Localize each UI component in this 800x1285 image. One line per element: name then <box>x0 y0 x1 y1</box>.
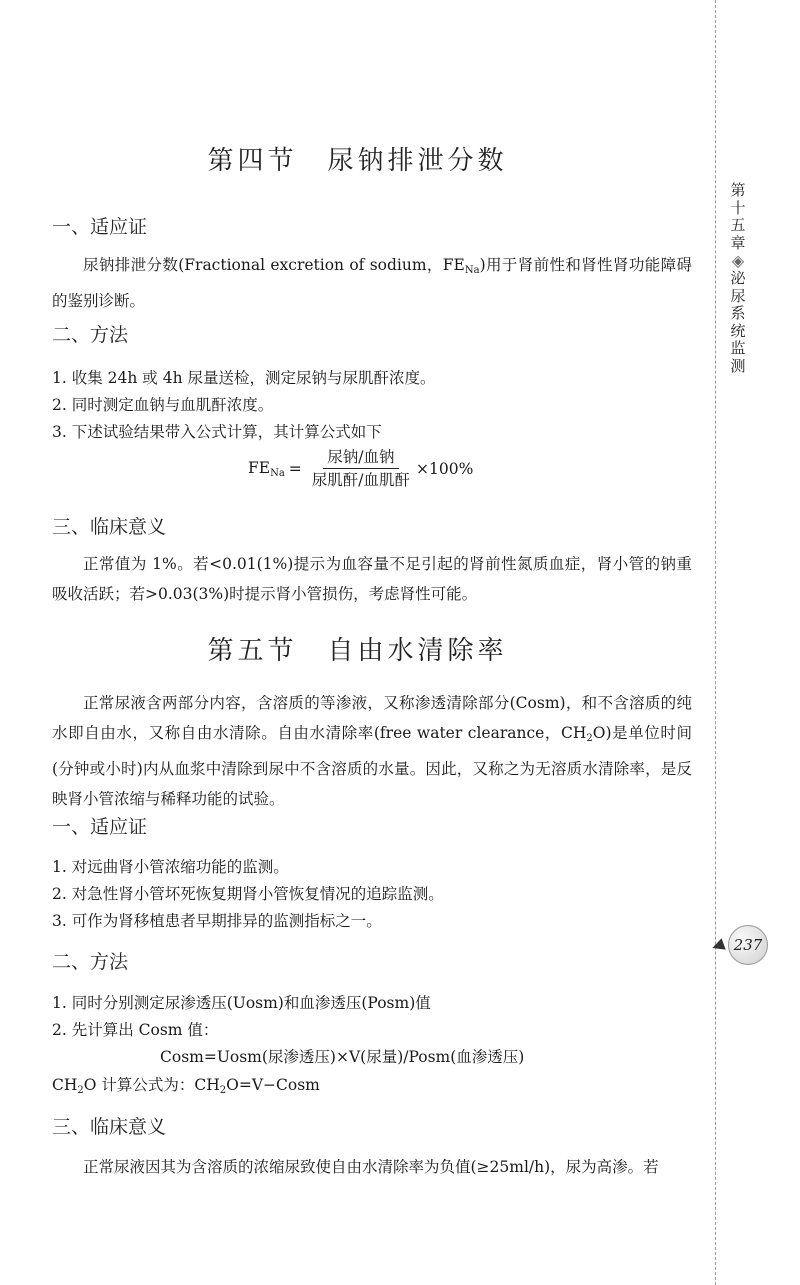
diamond-icon: ◈ <box>731 251 745 270</box>
section4-heading-method: 二、方法 <box>52 324 129 346</box>
fena-formula <box>248 446 473 491</box>
section5-intro-paragraph: 正常尿液含两部分内容，含溶质的等渗液，又称渗透清除部分(Cosm)，和不含溶质的纯水即自由水，又称自由水清除。自由水清除率(free water clearance，$CH_2O$)是单位时间(分钟或小时)内从血浆中清除到尿中不含溶质的水量。因此，又称之为无溶质水清除率，是反映肾小管浓缩与稀释功能的试验。 <box>52 694 692 808</box>
formula-fraction <box>308 446 414 491</box>
section4-heading-significance: 三、临床意义 <box>52 516 167 538</box>
formula-tail: ×100% <box>416 459 474 478</box>
cosm-formula: Cosm=Uosm(尿渗透压)×V(尿量)/Posm(血渗透压) <box>160 1048 525 1066</box>
section5-heading-indication: 一、适应证 <box>52 816 148 838</box>
ch2o-formula: $CH_2O$ 计算公式为：$CH_2O=V-Cosm$ <box>52 1076 320 1096</box>
section5-heading-significance: 三、临床意义 <box>52 1116 167 1138</box>
section5-significance-paragraph: 正常尿液因其为含溶质的浓缩尿致使自由水清除率为负值(≥25ml/h)，尿为高渗。若 <box>83 1158 659 1176</box>
formula-numerator: 尿钠/血钠 <box>323 446 398 469</box>
page-pointer-icon <box>710 938 725 953</box>
subject-char: 测 <box>730 356 746 375</box>
subject-char: 泌 <box>730 269 746 287</box>
section5-indication-item-3: 3. 可作为肾移植患者早期排异的监测指标之一。 <box>52 912 382 930</box>
section5-method-item-2: 2. 先计算出 Cosm 值： <box>52 1021 219 1039</box>
chapter-sidebar <box>726 182 750 375</box>
section4-method-item-1: 1. 收集 24h 或 4h 尿量送检，测定尿钠与尿肌酐浓度。 <box>52 369 436 387</box>
section5-title: 第五节 自由水清除率 <box>207 636 508 666</box>
formula-lhs: $FE_{Na}$ <box>248 458 285 479</box>
section4-title: 第四节 尿钠排泄分数 <box>207 146 508 176</box>
subject-char: 监 <box>730 339 746 357</box>
section4-indication-paragraph: 尿钠排泄分数(Fractional excretion of sodium，$FE_{Na}$)用于肾前性和肾性肾功能障碍的鉴别诊断。 <box>52 256 692 310</box>
section4-method-item-3: 3. 下述试验结果带入公式计算，其计算公式如下 <box>52 423 382 441</box>
formula-equals: = <box>288 459 302 478</box>
margin-divider <box>715 0 716 1285</box>
chapter-char: 章 <box>730 233 746 252</box>
formula-denominator: 尿肌酐/血肌酐 <box>311 471 411 489</box>
section4-method-item-2: 2. 同时测定血钠与血肌酐浓度。 <box>52 396 274 414</box>
subject-char: 统 <box>730 321 746 340</box>
section5-indication-item-2: 2. 对急性肾小管坏死恢复期肾小管恢复情况的追踪监测。 <box>52 885 444 903</box>
page-number: 237 <box>728 925 768 965</box>
section4-significance-paragraph: 正常值为 1%。若<0.01(1%)提示为血容量不足引起的肾前性氮质血症，肾小管的钠重吸收活跃；若>0.03(3%)时提示肾小管损伤，考虑肾性可能。 <box>52 555 692 603</box>
section5-indication-item-1: 1. 对远曲肾小管浓缩功能的监测。 <box>52 858 289 876</box>
chapter-char: 十 <box>730 198 746 217</box>
chapter-char: 五 <box>730 216 746 234</box>
subject-char: 系 <box>730 304 746 322</box>
section5-heading-method: 二、方法 <box>52 951 129 973</box>
chapter-char: 第 <box>730 181 746 199</box>
subject-char: 尿 <box>730 286 746 305</box>
section5-method-item-1: 1. 同时分别测定尿渗透压(Uosm)和血渗透压(Posm)值 <box>52 994 431 1012</box>
section4-heading-indication: 一、适应证 <box>52 216 148 238</box>
